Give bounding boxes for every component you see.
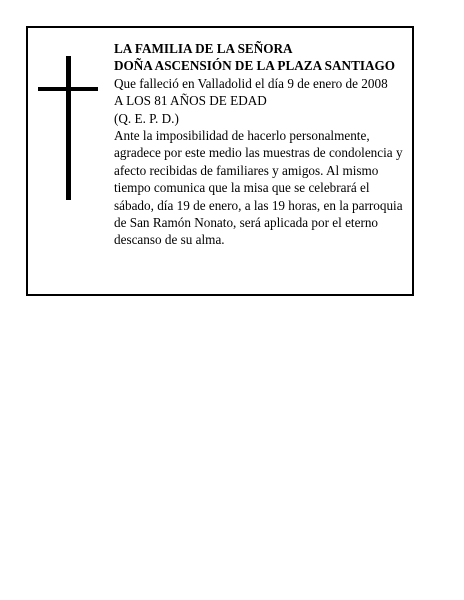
cross-icon — [38, 56, 98, 200]
notice-text — [114, 40, 414, 249]
body-line: Ante la imposibilidad de hacerlo personalmente, — [114, 128, 370, 144]
death-details: Que falleció en Valladolid el día 9 de enero de 2008 — [114, 75, 388, 91]
heading-family: LA FAMILIA DE LA SEÑORA — [114, 41, 293, 56]
body-line: descanso de su alma. — [114, 232, 225, 248]
body-line: sábado, día 19 de enero, a las 19 horas, en la parroquia — [114, 197, 403, 213]
heading-deceased-name: DOÑA ASCENSIÓN DE LA PLAZA SANTIAGO — [114, 58, 396, 74]
body-line: tiempo comunica que la misa que se celebrará el — [114, 180, 370, 196]
body-line: afecto recibidas de familiares y amigos. Al mismo — [114, 162, 379, 178]
obituary-notice — [26, 26, 414, 296]
body-line: de San Ramón Nonato, será aplicada por el eterno — [114, 215, 379, 231]
qepd-line: (Q. E. P. D.) — [114, 110, 179, 126]
body-line: agradece por este medio las muestras de condolencia y — [114, 145, 403, 161]
age-line: A LOS 81 AÑOS DE EDAD — [114, 93, 267, 109]
cross-horizontal-bar — [38, 87, 98, 91]
cross-vertical-bar — [66, 56, 71, 200]
